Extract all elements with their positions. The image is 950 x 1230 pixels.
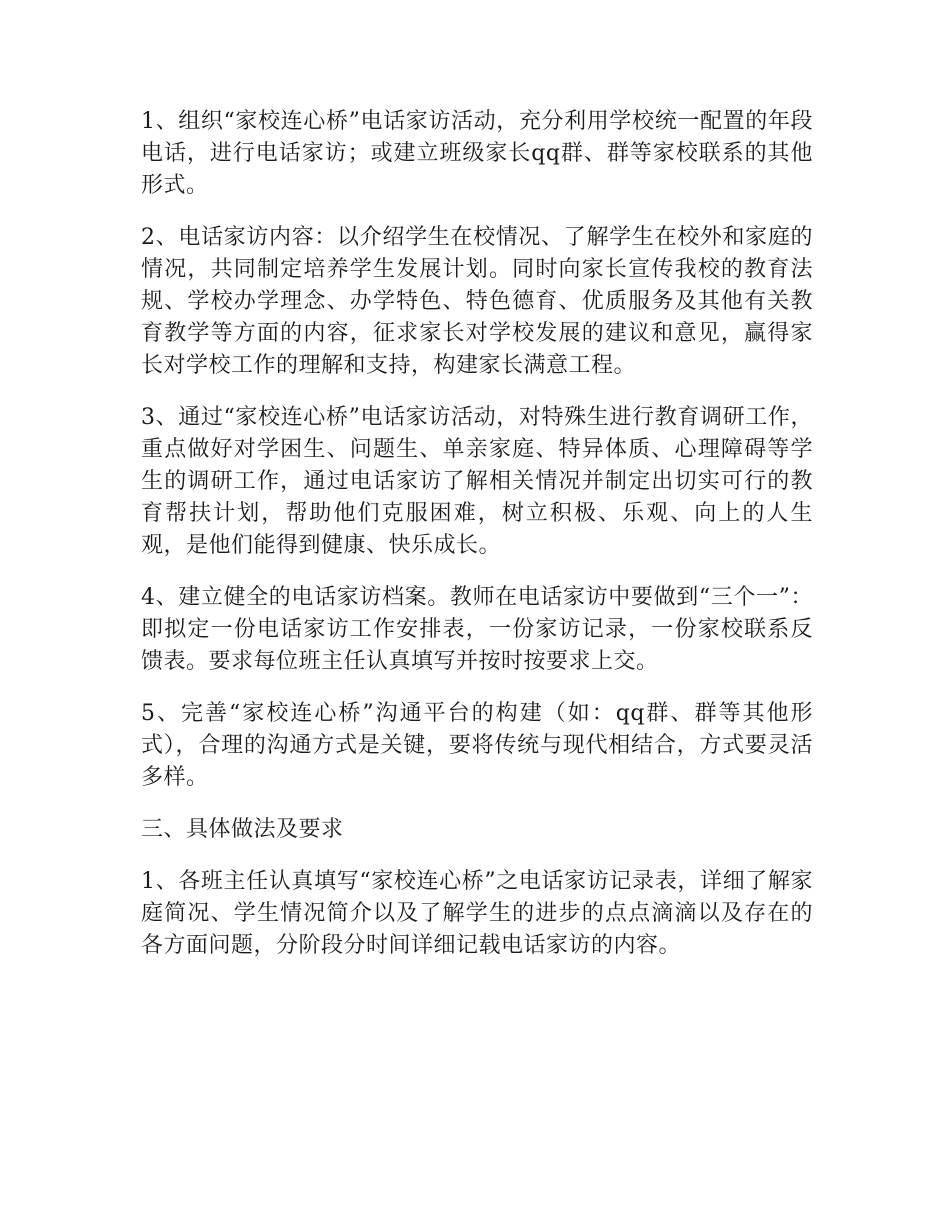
paragraph-item-6: 1、各班主任认真填写“家校连心桥”之电话家访记录表，详细了解家庭简况、学生情况简介以及了解学生的进步的点点滴滴以及存在的各方面问题，分阶段分时间详细记载电话家访的内容。	[141, 869, 813, 958]
section-heading: 三、具体做法及要求	[141, 817, 344, 842]
paragraph-item-2: 2、电话家访内容：以介绍学生在校情况、了解学生在校外和家庭的情况，共同制定培养学生发展计划。同时向家长宣传我校的教育法规、学校办学理念、办学特色、特色德育、优质服务及其他有关教育教学等方面的内容，征求家长对学校发展的建议和意见，赢得家长对学校工作的理解和支持，构建家长满意工程。	[141, 225, 813, 378]
paragraph-item-4: 4、建立健全的电话家访档案。教师在电话家访中要做到“三个一”：即拟定一份电话家访工作安排表，一份家访记录，一份家校联系反馈表。要求每位班主任认真填写并按时按要求上交。	[141, 585, 813, 674]
document-body	[141, 106, 813, 982]
paragraph-item-3: 3、通过“家校连心桥”电话家访活动，对特殊生进行教育调研工作，重点做好对学困生、问题生、单亲家庭、特异体质、心理障碍等学生的调研工作，通过电话家访了解相关情况并制定出切实可行的教育帮扶计划，帮助他们克服困难，树立积极、乐观、向上的人生观，是他们能得到健康、快乐成长。	[141, 405, 813, 558]
paragraph-item-5: 5、完善“家校连心桥”沟通平台的构建（如：qq群、群等其他形式），合理的沟通方式是关键，要将传统与现代相结合，方式要灵活多样。	[141, 701, 813, 790]
paragraph-item-1: 1、组织“家校连心桥”电话家访活动，充分利用学校统一配置的年段电话，进行电话家访；或建立班级家长qq群、群等家校联系的其他形式。	[141, 109, 813, 198]
